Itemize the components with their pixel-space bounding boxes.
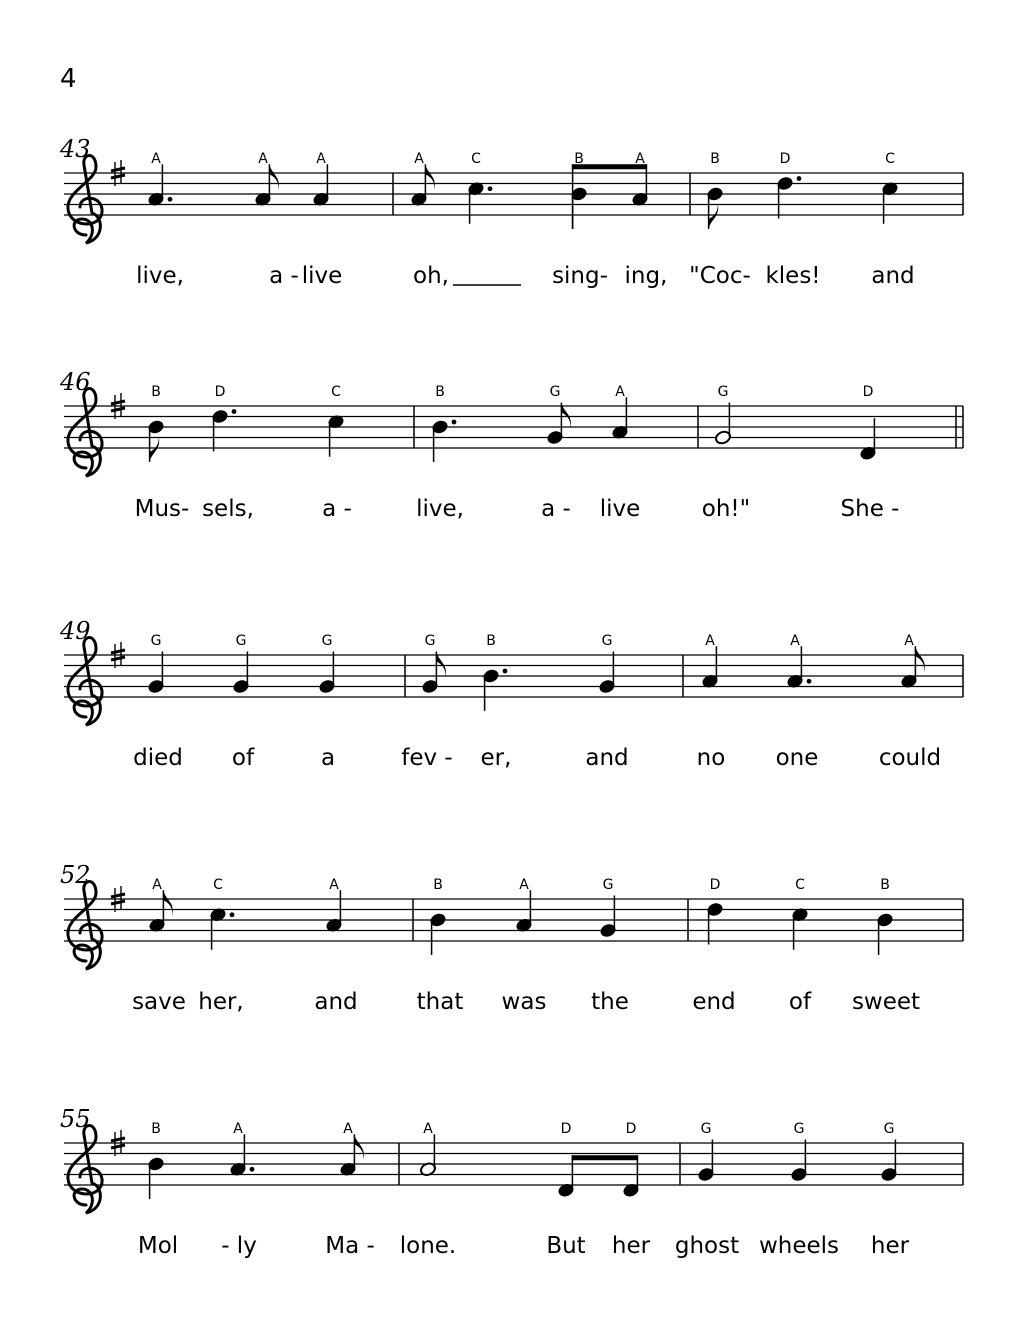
note-letter: C [795,877,805,893]
note [147,652,164,695]
lyric-syllable: her, [198,989,244,1015]
note [147,1156,164,1199]
lyric-syllable: that [416,989,464,1015]
note-letter: A [152,877,162,893]
lyric-syllable: She - [840,496,900,522]
note-letter: B [151,1121,161,1137]
lyric-syllable: a - [541,496,571,522]
note [229,1134,254,1177]
note [339,1134,364,1177]
note [211,409,236,452]
note-letter: G [321,633,333,649]
note-letter: B [574,151,584,167]
eighth-flag [425,164,435,190]
lyric-syllable: a - [269,263,299,289]
note-letter: D [779,151,791,167]
note-letter: B [151,384,161,400]
note-letter: G [700,1121,712,1137]
note-letter: G [150,633,162,649]
lyric-syllable: of [788,989,812,1015]
lyric-syllable: and [314,989,358,1015]
lyric-syllable: live [599,496,641,522]
augmentation-dot [503,669,508,674]
lyric-syllable: sing- [552,263,608,289]
lyric-syllable: Ma - [325,1233,375,1259]
lyric-syllable: a [320,745,336,771]
staff-system [60,861,963,1015]
lyric-syllable: - ly [221,1233,257,1259]
note-letter: A [519,877,529,893]
note [706,186,723,229]
staff-system [59,368,963,522]
note-letter: G [549,384,561,400]
augmentation-dot [250,1167,255,1172]
lyric-syllable: But [546,1233,586,1259]
augmentation-dot [232,409,237,414]
lyric-syllable: no [696,745,726,771]
note [515,890,532,933]
note [482,668,507,711]
measure-number: 43 [60,135,91,163]
note [697,1140,714,1183]
note-letter: B [486,633,496,649]
note [876,912,893,955]
staff-system [59,617,963,771]
note-letter: D [560,1121,572,1137]
note [327,414,344,457]
note-letter: A [343,1121,353,1137]
note [209,907,234,950]
lyric-syllable: sels, [202,496,254,522]
lyric-syllable: ing, [624,263,668,289]
staff-system [60,1105,963,1259]
note-letter: G [601,633,613,649]
lyric-syllable: the [591,989,629,1015]
lyric-syllable: and [585,745,629,771]
note-letter: A [414,151,424,167]
lyric-syllable: her [611,1233,651,1259]
note-letter: D [709,877,721,893]
lyric-syllable: ghost [674,1233,740,1259]
note-letter: A [904,633,914,649]
lyric-syllable: wheels [758,1233,840,1259]
note [254,164,279,207]
eighth-flag [269,164,279,190]
note [325,890,342,933]
note-letter: C [471,151,481,167]
lyric-syllable: oh, [413,263,449,289]
note [599,896,616,939]
lyric-syllable: one [775,745,819,771]
note [786,646,811,689]
note [611,397,628,440]
note [431,419,456,462]
lyric-syllable: live [301,263,343,289]
note [881,181,898,224]
eighth-flag [150,436,160,462]
note-letter: G [235,633,247,649]
lyric-syllable: lone. [399,1233,457,1259]
note-letter: A [316,151,326,167]
note-letter: G [717,384,729,400]
note-letter: G [424,633,436,649]
lyric-syllable: fev - [401,745,453,771]
augmentation-dot [807,679,812,684]
eighth-flag [354,1134,364,1160]
note-letter: C [885,151,895,167]
note [312,164,329,207]
note [900,646,925,689]
lyric-syllable: was [501,989,547,1015]
note-letter: A [258,151,268,167]
augmentation-dot [488,186,493,191]
note [148,890,173,933]
note [631,164,648,207]
note [791,907,808,950]
note [232,652,249,695]
lyric-syllable: live, [416,496,464,522]
note [598,652,615,695]
note [622,1155,639,1198]
lyric-syllable: died [133,745,183,771]
lyric-syllable: live, [136,263,184,289]
note-letter: D [214,384,226,400]
lyric-syllable: her [870,1233,910,1259]
page-number: 4 [60,64,77,94]
measure-number: 55 [60,1105,91,1133]
note [546,403,571,446]
lyric-syllable: sweet [851,989,921,1015]
note [557,1155,574,1198]
lyric-syllable: er, [480,745,512,771]
note [714,403,731,446]
note [410,164,435,207]
note [147,164,172,207]
note-letter: B [433,877,443,893]
eighth-flag [709,203,719,229]
note [419,1134,436,1177]
measure-number: 52 [60,861,91,889]
eighth-flag [915,646,925,672]
lyric-syllable: of [231,745,255,771]
note-letter: C [213,877,223,893]
note-letter: A [329,877,339,893]
note-letter: G [883,1121,895,1137]
note-letter: C [331,384,341,400]
treble-clef-icon [68,882,102,970]
note-letter: A [790,633,800,649]
note-letter: D [625,1121,637,1137]
treble-clef-icon [68,389,102,477]
lyric-syllable: and [871,263,915,289]
augmentation-dot [230,912,235,917]
lyric-syllable: could [878,745,942,771]
measure-number: 46 [60,368,91,396]
note [147,419,164,462]
note [880,1140,897,1183]
note-letter: G [793,1121,805,1137]
note-letter: G [602,877,614,893]
lyric-syllable: kles! [765,263,821,289]
note [859,418,876,461]
note [790,1140,807,1183]
measure-number: 49 [60,617,91,645]
note-letter: A [233,1121,243,1137]
note-letter: B [710,151,720,167]
note [701,646,718,689]
treble-clef-icon [68,638,102,726]
note [421,652,446,695]
note-letter: A [151,151,161,167]
note-letter: A [423,1121,433,1137]
lyric-syllable: end [692,989,736,1015]
note [318,652,335,695]
lyric-syllable: Mus- [134,496,190,522]
eighth-flag [163,890,173,916]
note-letter: B [435,384,445,400]
lyric-syllable: Mol [137,1233,179,1259]
note [429,912,446,955]
augmentation-dot [168,197,173,202]
note [776,176,801,219]
note-letter: A [635,151,645,167]
treble-clef-icon [68,1126,102,1214]
note-letter: D [862,384,874,400]
note-letter: A [705,633,715,649]
note [467,181,492,224]
lyric-syllable: oh!" [701,496,751,522]
augmentation-dot [797,176,802,181]
note-letter: B [880,877,890,893]
lyric-syllable: save [132,989,186,1015]
staff-system [59,135,963,289]
note-letter: A [615,384,625,400]
augmentation-dot [452,420,457,425]
treble-clef-icon [68,156,102,244]
note [706,902,723,945]
lyric-syllable: "Coc- [689,263,751,289]
lyric-syllable: a - [322,496,352,522]
